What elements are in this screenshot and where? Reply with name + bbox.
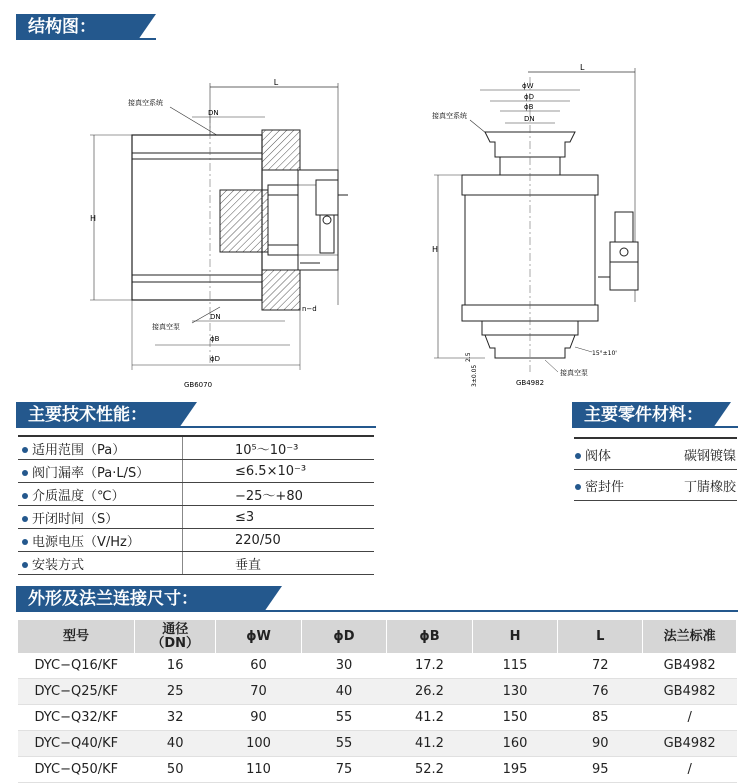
right-label-L: L (580, 63, 585, 72)
spec-row (18, 483, 374, 506)
dimensions-header (16, 586, 264, 612)
cell-dn: 25 (135, 679, 216, 705)
material-part-cell (574, 438, 653, 470)
dimensions-table (18, 620, 737, 783)
right-label-DN: DN (524, 115, 535, 123)
structure-diagram-left (80, 75, 370, 395)
dimensions-header-rule (16, 610, 738, 612)
spec-value: 220/50 (183, 529, 375, 552)
spec-value: −25～+80 (183, 483, 375, 506)
cell-l: 76 (558, 679, 643, 705)
column-header: 法兰标准 (643, 620, 737, 653)
spec-label: 介质温度（℃） (32, 488, 125, 504)
label-DN-top: DN (208, 109, 219, 117)
spec-label: 开闭时间（S） (32, 511, 119, 527)
cell-w: 90 (216, 705, 302, 731)
label-n-d: n−d (302, 305, 317, 313)
cell-model: DYC−Q50/KF (18, 757, 135, 783)
material-row (574, 470, 737, 501)
material-value: 丁腈橡胶 (653, 470, 737, 501)
spec-row (18, 460, 374, 483)
bullet-icon (22, 562, 28, 568)
cell-b: 26.2 (387, 679, 473, 705)
cell-l: 85 (558, 705, 643, 731)
spec-value: ≤3 (183, 506, 375, 529)
cell-w: 70 (216, 679, 302, 705)
dimensions-header-row (18, 620, 737, 653)
cell-standard: GB4982 (643, 679, 737, 705)
right-label-H: H (432, 245, 439, 254)
bullet-icon (22, 470, 28, 476)
cell-b: 17.2 (387, 653, 473, 679)
spec-label-cell (18, 552, 183, 575)
spec-label: 电源电压（V/Hz） (32, 534, 140, 550)
label-standard-left: GB6070 (184, 381, 213, 389)
materials-header-text: 主要零件材料： (584, 405, 703, 425)
table-row (18, 731, 737, 757)
spec-row (18, 436, 374, 460)
label-L: L (273, 78, 279, 87)
specs-header (16, 402, 179, 428)
column-header: H (472, 620, 557, 653)
cell-standard: / (643, 757, 737, 783)
cell-d: 55 (301, 731, 386, 757)
cell-d: 55 (301, 705, 386, 731)
label-B: ϕB (210, 335, 220, 343)
right-label-2-5: 2.5 (465, 352, 472, 362)
cell-b: 41.2 (387, 705, 473, 731)
cell-standard: / (643, 705, 737, 731)
materials-header (572, 402, 713, 428)
right-label-D: ϕD (524, 93, 535, 101)
spec-label-cell (18, 460, 183, 483)
cell-b: 41.2 (387, 731, 473, 757)
material-part-cell (574, 470, 653, 501)
cell-h: 160 (472, 731, 557, 757)
cell-h: 130 (472, 679, 557, 705)
right-label-W: ϕW (522, 82, 534, 90)
column-header: L (558, 620, 643, 653)
material-row (574, 438, 737, 470)
cell-dn: 32 (135, 705, 216, 731)
bullet-icon (22, 493, 28, 499)
cell-w: 60 (216, 653, 302, 679)
bullet-icon (575, 484, 581, 490)
spec-label-cell (18, 506, 183, 529)
specs-table (18, 435, 374, 575)
cell-d: 75 (301, 757, 386, 783)
cell-d: 40 (301, 679, 386, 705)
right-label-B: ϕB (524, 103, 534, 111)
cell-h: 195 (472, 757, 557, 783)
cell-w: 100 (216, 731, 302, 757)
label-H: H (90, 214, 97, 223)
cell-model: DYC−Q32/KF (18, 705, 135, 731)
label-DN-bottom: DN (210, 313, 221, 321)
label-standard-right: GB4982 (516, 379, 545, 387)
right-label-vacuum-system: 接真空系统 (432, 112, 467, 120)
spec-label: 阀门漏率（Pa·L/S） (32, 465, 150, 481)
spec-label-cell (18, 529, 183, 552)
column-header: 型号 (18, 620, 135, 653)
label-vacuum-pump: 接真空泵 (152, 323, 180, 331)
spec-label-cell (18, 483, 183, 506)
cell-l: 90 (558, 731, 643, 757)
structure-header-rule (16, 38, 156, 40)
cell-dn: 16 (135, 653, 216, 679)
spec-row (18, 506, 374, 529)
table-row (18, 757, 737, 783)
dimensions-header-text: 外形及法兰连接尺寸： (28, 589, 198, 609)
materials-table (574, 437, 737, 501)
spec-label: 适用范围（Pa） (32, 442, 126, 458)
cell-standard: GB4982 (643, 653, 737, 679)
table-row (18, 679, 737, 705)
spec-value: 垂直 (183, 552, 375, 575)
right-label-angle: 15°±10' (592, 350, 617, 357)
cell-h: 115 (472, 653, 557, 679)
bullet-icon (22, 516, 28, 522)
spec-value: 10⁵～10⁻³ (183, 436, 375, 460)
cell-b: 52.2 (387, 757, 473, 783)
cell-d: 30 (301, 653, 386, 679)
cell-model: DYC−Q16/KF (18, 653, 135, 679)
right-label-3: 3±0.05 (471, 364, 478, 387)
materials-header-rule (572, 426, 738, 428)
spec-row (18, 529, 374, 552)
cell-h: 150 (472, 705, 557, 731)
spec-row (18, 552, 374, 575)
column-header: ϕW (216, 620, 302, 653)
specs-header-text: 主要技术性能： (28, 405, 147, 425)
label-vacuum-system: 接真空系统 (128, 99, 163, 107)
table-row (18, 653, 737, 679)
table-row (18, 705, 737, 731)
cell-model: DYC−Q40/KF (18, 731, 135, 757)
bullet-icon (22, 447, 28, 453)
cell-standard: GB4982 (643, 731, 737, 757)
specs-header-rule (16, 426, 376, 428)
structure-diagram-right (420, 62, 650, 392)
column-header: 通径 （DN） (135, 620, 216, 653)
cell-l: 95 (558, 757, 643, 783)
right-label-vacuum-pump: 接真空泵 (560, 369, 588, 377)
bullet-icon (575, 453, 581, 459)
material-part: 阀体 (585, 448, 612, 464)
column-header: ϕD (301, 620, 386, 653)
cell-w: 110 (216, 757, 302, 783)
cell-l: 72 (558, 653, 643, 679)
cell-dn: 50 (135, 757, 216, 783)
bullet-icon (22, 539, 28, 545)
spec-label: 安装方式 (32, 557, 85, 573)
structure-header-text: 结构图： (28, 17, 96, 37)
cell-dn: 40 (135, 731, 216, 757)
structure-header (16, 14, 138, 40)
cell-model: DYC−Q25/KF (18, 679, 135, 705)
column-header: ϕB (387, 620, 473, 653)
label-D: ϕD (210, 355, 221, 363)
material-value: 碳钢镀镍 (653, 438, 737, 470)
spec-value: ≤6.5×10⁻³ (183, 460, 375, 483)
material-part: 密封件 (585, 479, 625, 495)
spec-label-cell (18, 436, 183, 460)
